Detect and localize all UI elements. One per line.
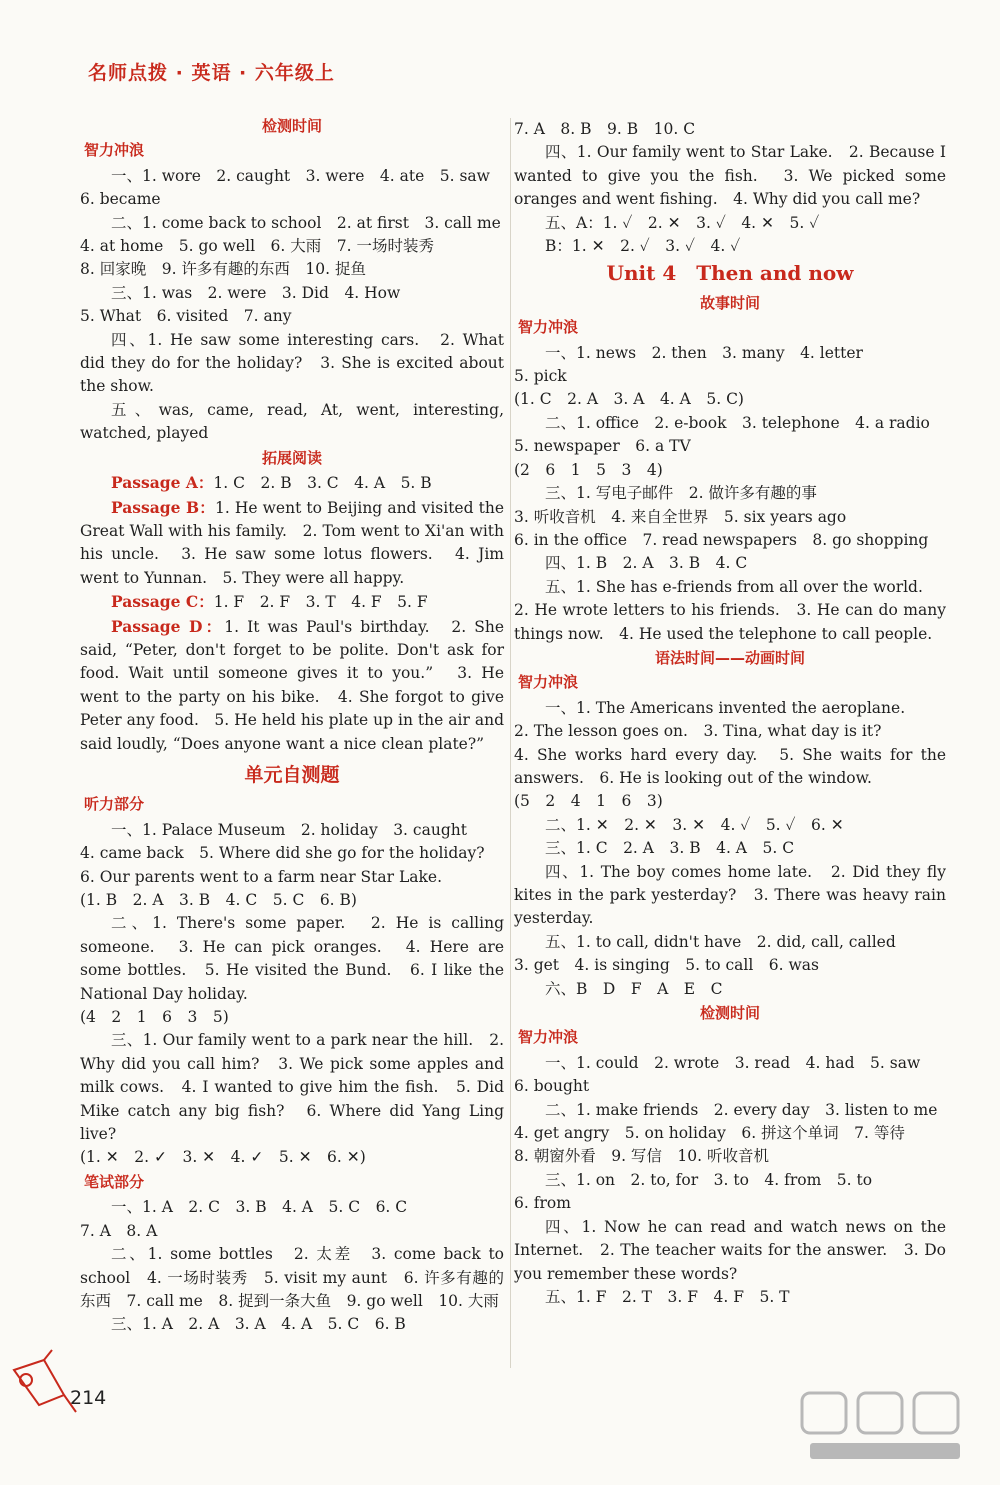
section-heading: 故事时间 xyxy=(699,293,760,312)
answer-continuation: 4. came back 5. Where did she go for the holiday? xyxy=(80,844,485,863)
answer-line: B：1. ✕ 2. ✓ 3. ✓ 4. ✓ xyxy=(545,237,741,256)
answer-line: 一、1. news 2. then 3. many 4. letter xyxy=(545,343,863,362)
section-heading: 语法时间——动画时间 xyxy=(654,648,805,667)
section-heading: 检测时间 xyxy=(261,117,322,135)
answer-line: 二、1. There's some paper. 2. He is calling someone. 3. He can pick oranges. 4. Here are some bottles. 5. He visited the Bund. 6. I like the National Day holiday. xyxy=(80,914,504,1003)
answer-continuation: 7. A 8. B 9. B 10. C xyxy=(514,120,696,138)
page-number: 214 xyxy=(70,1387,107,1409)
passage-label: Passage A： xyxy=(111,473,214,493)
answer-line: 二、1. some bottles 2. 太差 3. come back to school 4. 一场时装秀 5. visit my aunt 6. 许多有趣的东西 7. call me 8. 捉到一条大鱼 9. go well 10. 大雨 xyxy=(80,1245,504,1310)
column-divider xyxy=(510,118,511,1368)
answer-continuation: (1. ✕ 2. ✓ 3. ✕ 4. ✓ 5. ✕ 6. ✕) xyxy=(80,1148,366,1167)
section-heading: 拓展阅读 xyxy=(261,448,322,467)
answer-continuation: 2. He wrote letters to his friends. 3. He can do many things now. 4. He used the telephone to call people. xyxy=(514,601,946,643)
answer-continuation: 4. She works hard every day. 5. She waits for the answers. 6. He is looking out of the window. xyxy=(514,745,946,787)
answer-line: 六、B D F A E C xyxy=(545,979,723,998)
answer-line: 三、1. was 2. were 3. Did 4. How xyxy=(111,283,401,302)
passage-text: 1. F 2. F 3. T 4. F 5. F xyxy=(213,593,428,612)
passage-label: Passage C： xyxy=(111,592,214,612)
answer-line: 三、1. on 2. to, for 3. to 4. from 5. to xyxy=(545,1170,873,1189)
answer-continuation: 7. A 8. A xyxy=(80,1221,158,1240)
section-heading: 检测时间 xyxy=(699,1004,760,1023)
answer-continuation: 8. 朝窗外看 9. 写信 10. 听收音机 xyxy=(514,1147,770,1166)
passage-label: Passage B： xyxy=(111,497,215,517)
part-title: 单元自测题 xyxy=(244,763,340,786)
answer-line: 二、1. make friends 2. every day 3. listen to me xyxy=(545,1100,938,1119)
answer-continuation: (1. B 2. A 3. B 4. C 5. C 6. B) xyxy=(80,891,357,909)
answer-line: 一、1. wore 2. caught 3. were 4. ate 5. saw xyxy=(111,166,490,185)
answer-line: 五、1. She has e-friends from all over the world. xyxy=(545,577,923,596)
answer-continuation: 6. from xyxy=(514,1194,571,1213)
answer-line: 一、1. could 2. wrote 3. read 4. had 5. saw xyxy=(545,1053,921,1072)
answer-line: 三、1. Our family went to a park near the hill. 2. Why did you call him? 3. We pick some apples and milk cows. 4. I wanted to give him the fish. 5. Did Mike catch any big fish? 6. Where did Yang Ling live? xyxy=(80,1031,504,1144)
subsection-heading: 智力冲浪 xyxy=(518,1028,579,1047)
answer-continuation: (5 2 4 1 6 3) xyxy=(514,792,663,811)
passage-text: 1. C 2. B 3. C 4. A 5. B xyxy=(213,474,432,493)
answer-line: 一、1. The Americans invented the aeroplane. xyxy=(545,698,906,717)
subsection-heading: 智力冲浪 xyxy=(518,673,579,692)
answer-line: 五、was, came, read, At, went, interesting, watched, played xyxy=(80,400,504,443)
answer-line: 三、1. 写电子邮件 2. 做许多有趣的事 xyxy=(545,484,817,503)
subsection-heading: 智力冲浪 xyxy=(518,318,579,337)
answer-continuation: 6. Our parents went to a farm near Star Lake. xyxy=(80,867,443,886)
subsection-heading: 智力冲浪 xyxy=(84,141,145,160)
passage-label: Passage D： xyxy=(111,616,225,636)
answer-line: 四、1. Our family went to Star Lake. 2. Because I wanted to give you the fish. 3. We picked some oranges and went fishing. 4. Why did you call me? xyxy=(514,143,946,209)
answer-continuation: 3. 听收音机 4. 来自全世界 5. six years ago xyxy=(514,507,847,526)
answer-continuation: (2 6 1 5 3 4) xyxy=(514,460,663,479)
left-column xyxy=(80,114,504,1337)
answer-continuation: 4. at home 5. go well 6. 大雨 7. 一场时装秀 xyxy=(80,237,434,256)
answer-line: 四、1. Now he can read and watch news on the Internet. 2. The teacher waits for the answer. 3. Do you remember these words? xyxy=(514,1217,946,1283)
answer-line: 二、1. office 2. e-book 3. telephone 4. a radio xyxy=(545,413,930,432)
answer-line: 四、1. He saw some interesting cars. 2. What did they do for the holiday? 3. She is excited about the show. xyxy=(80,330,504,396)
right-column xyxy=(514,118,946,1309)
answer-line: 五、1. F 2. T 3. F 4. F 5. T xyxy=(545,1287,790,1306)
answer-continuation: 4. get angry 5. on holiday 6. 拼这个单词 7. 等待 xyxy=(514,1124,905,1143)
passage-answer xyxy=(80,590,504,614)
answer-continuation: 6. in the office 7. read newspapers 8. go shopping xyxy=(514,530,929,549)
answer-line: 四、1. The boy comes home late. 2. Did they fly kites in the park yesterday? 3. There was heavy rain yesterday. xyxy=(514,862,946,928)
answer-continuation: 6. bought xyxy=(514,1077,590,1096)
answer-line: 二、1. come back to school 2. at first 3. call me xyxy=(111,213,501,232)
answer-continuation: 5. pick xyxy=(514,367,567,386)
passage-answer xyxy=(80,496,504,591)
subsection-heading: 笔试部分 xyxy=(84,1172,145,1191)
unit-title: Unit 4 Then and now xyxy=(606,261,854,286)
answer-continuation: (4 2 1 6 3 5) xyxy=(80,1008,229,1027)
answer-line: 一、1. A 2. C 3. B 4. A 5. C 6. C xyxy=(111,1198,408,1217)
answer-line: 五、A：1. ✓ 2. ✕ 3. ✓ 4. ✕ 5. ✓ xyxy=(545,213,820,232)
answer-line: 一、1. Palace Museum 2. holiday 3. caught xyxy=(111,820,467,839)
passage-text: 1. He went to Beijing and visited the Great Wall with his family. 2. Tom went to Xi'an with his uncle. 3. He saw some lotus flowers. 4. Jim went to Yunnan. 5. They were all happy. xyxy=(80,498,504,587)
watermark-logo-icon xyxy=(792,1387,982,1467)
answer-continuation: 8. 回家晚 9. 许多有趣的东西 10. 捉鱼 xyxy=(80,260,367,279)
answer-continuation: 5. newspaper 6. a TV xyxy=(514,437,691,456)
answer-line: 二、1. ✕ 2. ✕ 3. ✕ 4. ✓ 5. ✓ 6. ✕ xyxy=(545,815,844,834)
passage-answer xyxy=(80,615,504,756)
answer-continuation: (1. C 2. A 3. A 4. A 5. C) xyxy=(514,390,744,409)
answer-continuation: 5. What 6. visited 7. any xyxy=(80,307,292,326)
passage-answer xyxy=(80,471,504,495)
answer-continuation: 6. became xyxy=(80,190,161,209)
answer-continuation: 3. get 4. is singing 5. to call 6. was xyxy=(514,956,819,975)
subsection-heading: 听力部分 xyxy=(84,795,145,814)
answer-line: 五、1. to call, didn't have 2. did, call, called xyxy=(545,932,896,951)
book-header: 名师点拨 · 英语 · 六年级上 xyxy=(88,62,335,84)
answer-line: 三、1. C 2. A 3. B 4. A 5. C xyxy=(545,839,795,858)
answer-continuation: 2. The lesson goes on. 3. Tina, what day is it? xyxy=(514,722,882,741)
passage-text: 1. It was Paul's birthday. 2. She said, “Peter, don't forget to be polite. Don't ask for food. Wait until someone gives it to you.” 3. He went to the party on his bike. 4. She forgot to give Peter any food. 5. He held his plate up in the air and said loudly, “Does anyone want a nice clean plate?” xyxy=(80,617,505,753)
answer-line: 四、1. B 2. A 3. B 4. C xyxy=(545,554,748,573)
answer-line: 三、1. A 2. A 3. A 4. A 5. C 6. B xyxy=(111,1315,406,1334)
